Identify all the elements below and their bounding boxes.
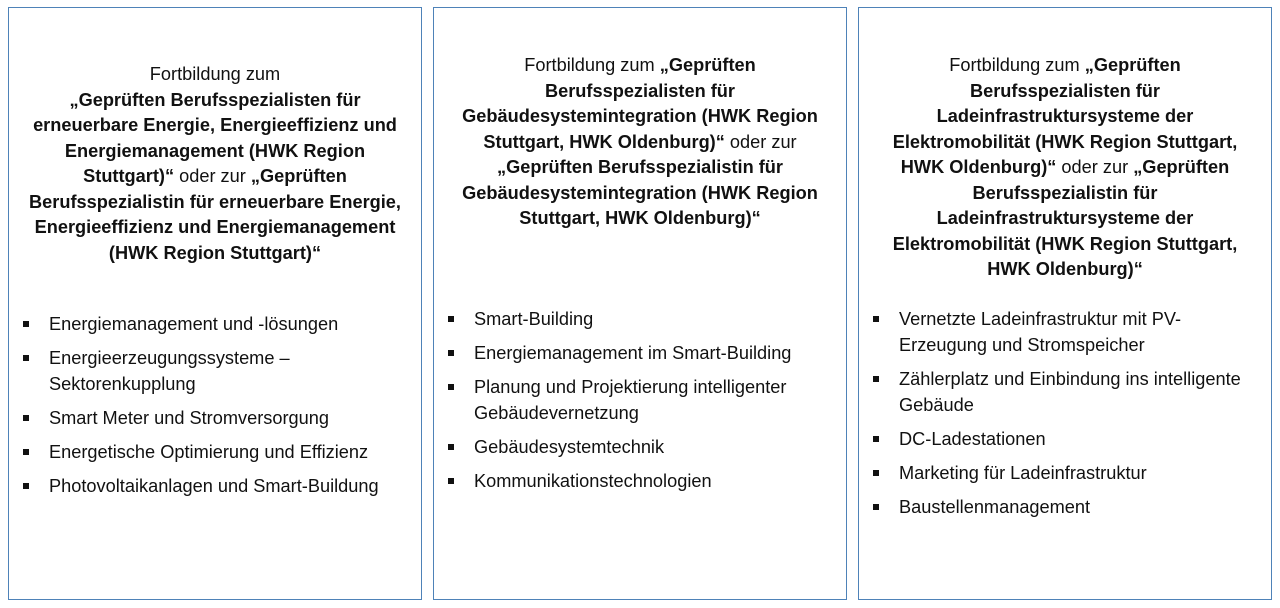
title-course-female: „Geprüften Berufsspezialistin für Ladeinfrastruktursysteme der Elektromobilität (HWK Region Stuttgart, HWK Oldenburg)“ <box>892 157 1238 279</box>
list-item: Energieerzeugungssysteme – Sektorenkupplung <box>19 345 407 397</box>
title-lead: Fortbildung zum <box>149 64 281 84</box>
list-item: Energetische Optimierung und Effizienz <box>19 439 407 465</box>
list-item: DC-Ladestationen <box>869 426 1257 452</box>
title-connector: oder zur <box>174 166 251 186</box>
list-item: Energiemanagement im Smart-Building <box>444 340 832 366</box>
panel-title <box>871 53 1259 283</box>
list-item: Zählerplatz und Einbindung ins intelligente Gebäude <box>869 366 1257 418</box>
list-item: Baustellenmanagement <box>869 494 1257 520</box>
list-item: Vernetzte Ladeinfrastruktur mit PV-Erzeugung und Stromspeicher <box>869 306 1257 358</box>
title-course-male: „Geprüften Berufsspezialisten für erneuerbare Energie, Energieeffizienz und Energiemanagement (HWK Region Stuttgart)“ <box>33 89 397 186</box>
topic-list <box>19 311 407 507</box>
list-item: Photovoltaikanlagen und Smart-Buildung <box>19 473 407 499</box>
course-panel-energy <box>8 7 422 600</box>
panel-title <box>21 62 409 266</box>
title-course-male: „Geprüften Berufsspezialisten für Gebäudesystemintegration (HWK Region Stuttgart, HWK Oldenburg)“ <box>462 55 818 152</box>
list-item: Energiemanagement und -lösungen <box>19 311 407 337</box>
course-panel-building-integration <box>433 7 847 600</box>
title-course-female: „Geprüften Berufsspezialistin für erneuerbare Energie, Energieeffizienz und Energiemanagement (HWK Region Stuttgart)“ <box>29 166 401 263</box>
title-lead: Fortbildung zum <box>524 55 660 75</box>
list-item: Kommunikationstechnologien <box>444 468 832 494</box>
list-item: Smart-Building <box>444 306 832 332</box>
title-connector: oder zur <box>1056 157 1134 177</box>
course-panel-charging-infrastructure <box>858 7 1272 600</box>
list-item: Planung und Projektierung intelligenter Gebäudevernetzung <box>444 374 832 426</box>
list-item: Marketing für Ladeinfrastruktur <box>869 460 1257 486</box>
list-item: Gebäudesystemtechnik <box>444 434 832 460</box>
panel-title <box>446 53 834 232</box>
topic-list <box>444 306 832 502</box>
title-course-female: „Geprüften Berufsspezialistin für Gebäudesystemintegration (HWK Region Stuttgart, HWK Oldenburg)“ <box>462 157 818 228</box>
title-course-male: „Geprüften Berufsspezialisten für Ladeinfrastruktursysteme der Elektromobilität (HWK Region Stuttgart, HWK Oldenburg)“ <box>892 55 1238 177</box>
title-connector: oder zur <box>724 131 797 152</box>
topic-list <box>869 306 1257 528</box>
list-item: Smart Meter und Stromversorgung <box>19 405 407 431</box>
title-lead: Fortbildung zum <box>949 55 1085 75</box>
